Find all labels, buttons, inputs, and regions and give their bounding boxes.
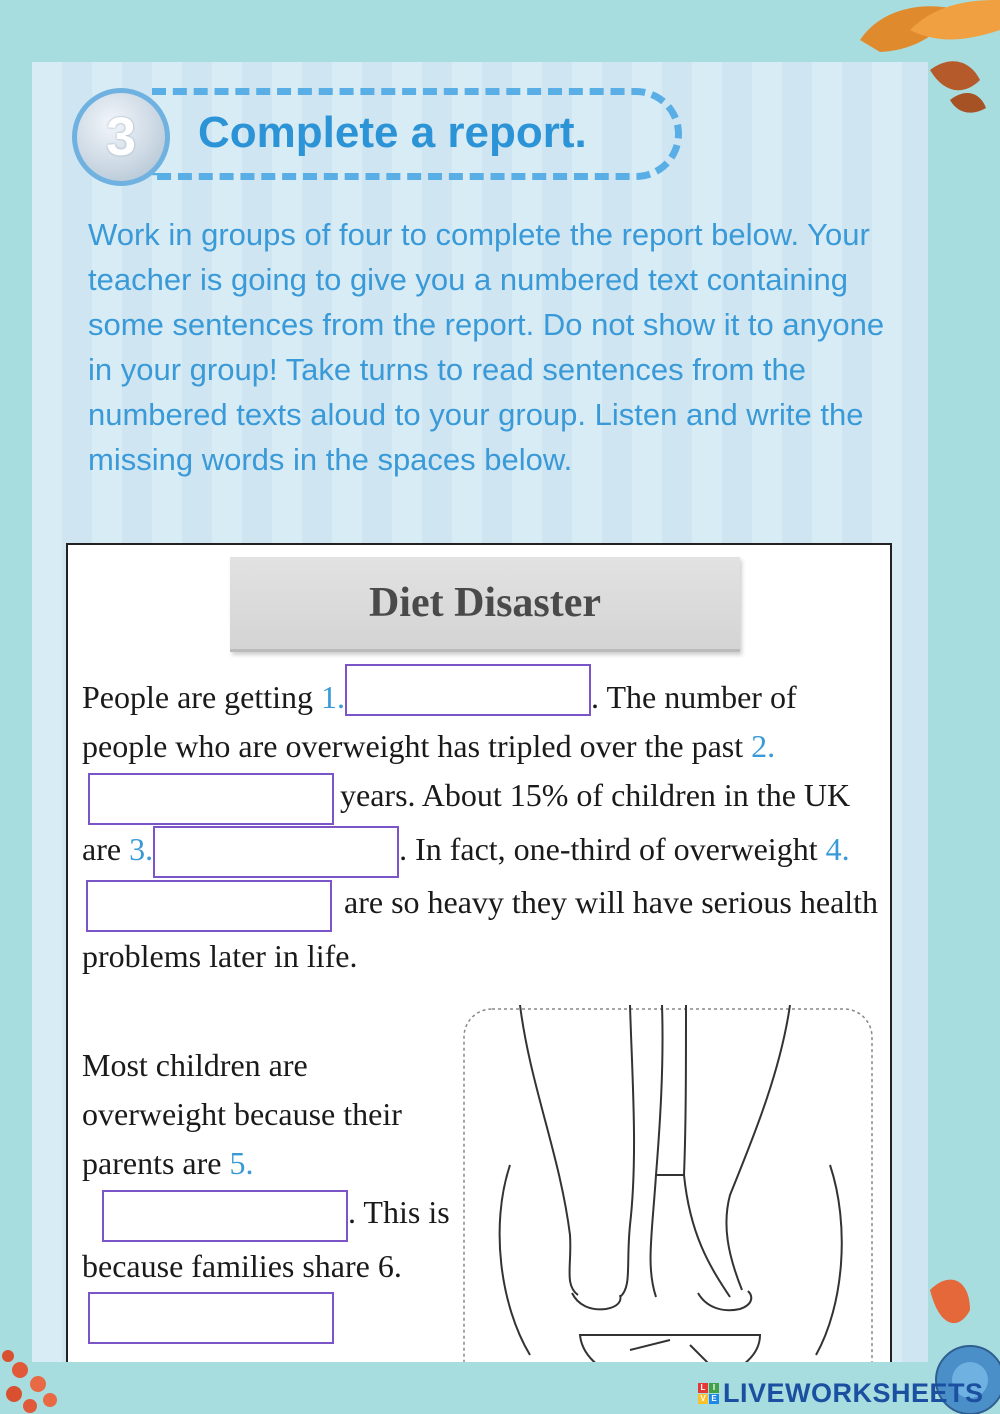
answer-input-2[interactable] bbox=[88, 773, 334, 825]
report-panel bbox=[66, 543, 892, 1362]
report-title-banner bbox=[230, 557, 740, 652]
gap-number-3: 3. bbox=[129, 830, 154, 867]
gap-number-6: 6. bbox=[377, 1247, 402, 1284]
text-segment: are so heavy they will have serious health problems later in life. bbox=[82, 884, 879, 974]
gap-number-1: 1. bbox=[321, 679, 346, 715]
exercise-number-badge bbox=[72, 88, 170, 186]
autumn-leaf-decoration-top bbox=[840, 0, 1000, 120]
logo-text: LIVEWORKSHEETS bbox=[723, 1377, 984, 1408]
worksheet-page bbox=[32, 62, 928, 1362]
logo-badge-icon: L I V E bbox=[698, 1383, 719, 1404]
berry-decoration-bottom-left bbox=[0, 1260, 90, 1414]
exercise-header bbox=[72, 82, 692, 192]
report-paragraph-1 bbox=[82, 673, 882, 981]
gap-number-5: 5. bbox=[229, 1145, 254, 1181]
report-paragraph-2 bbox=[82, 1041, 452, 1344]
answer-input-5[interactable] bbox=[102, 1190, 348, 1242]
exercise-title: Complete a report. bbox=[198, 108, 587, 157]
gap-number-4: 4. bbox=[825, 830, 850, 867]
answer-input-4[interactable] bbox=[86, 880, 332, 932]
text-segment: . In fact, one-third of overweight bbox=[399, 830, 826, 867]
answer-input-3[interactable] bbox=[153, 826, 399, 878]
feet-on-scale-illustration bbox=[460, 1005, 876, 1362]
instructions-text: Work in groups of four to complete the report below. Your teacher is going to give you a numbered text containing some sentences from the report. Do not show it to anyone in your group! Take turns to read sentences from the numbered texts aloud to your group. Listen and write the missing words in the spaces below. bbox=[88, 217, 885, 477]
liveworksheets-logo bbox=[698, 1378, 998, 1408]
text-segment: . This is because families share bbox=[82, 1194, 450, 1284]
gap-number-2: 2. bbox=[751, 728, 776, 764]
text-segment: Most children are overweight because their parents are bbox=[82, 1047, 402, 1181]
text-segment: years. About 15% of children in the UK are bbox=[82, 777, 851, 867]
answer-input-1[interactable] bbox=[345, 664, 591, 716]
answer-input-6[interactable] bbox=[88, 1292, 334, 1344]
report-title: Diet Disaster bbox=[368, 580, 602, 626]
text-segment: People are getting bbox=[82, 679, 322, 715]
exercise-number: 3 bbox=[105, 107, 137, 167]
text-segment: . The number of people who are overweight has tripled over the past bbox=[82, 679, 797, 764]
